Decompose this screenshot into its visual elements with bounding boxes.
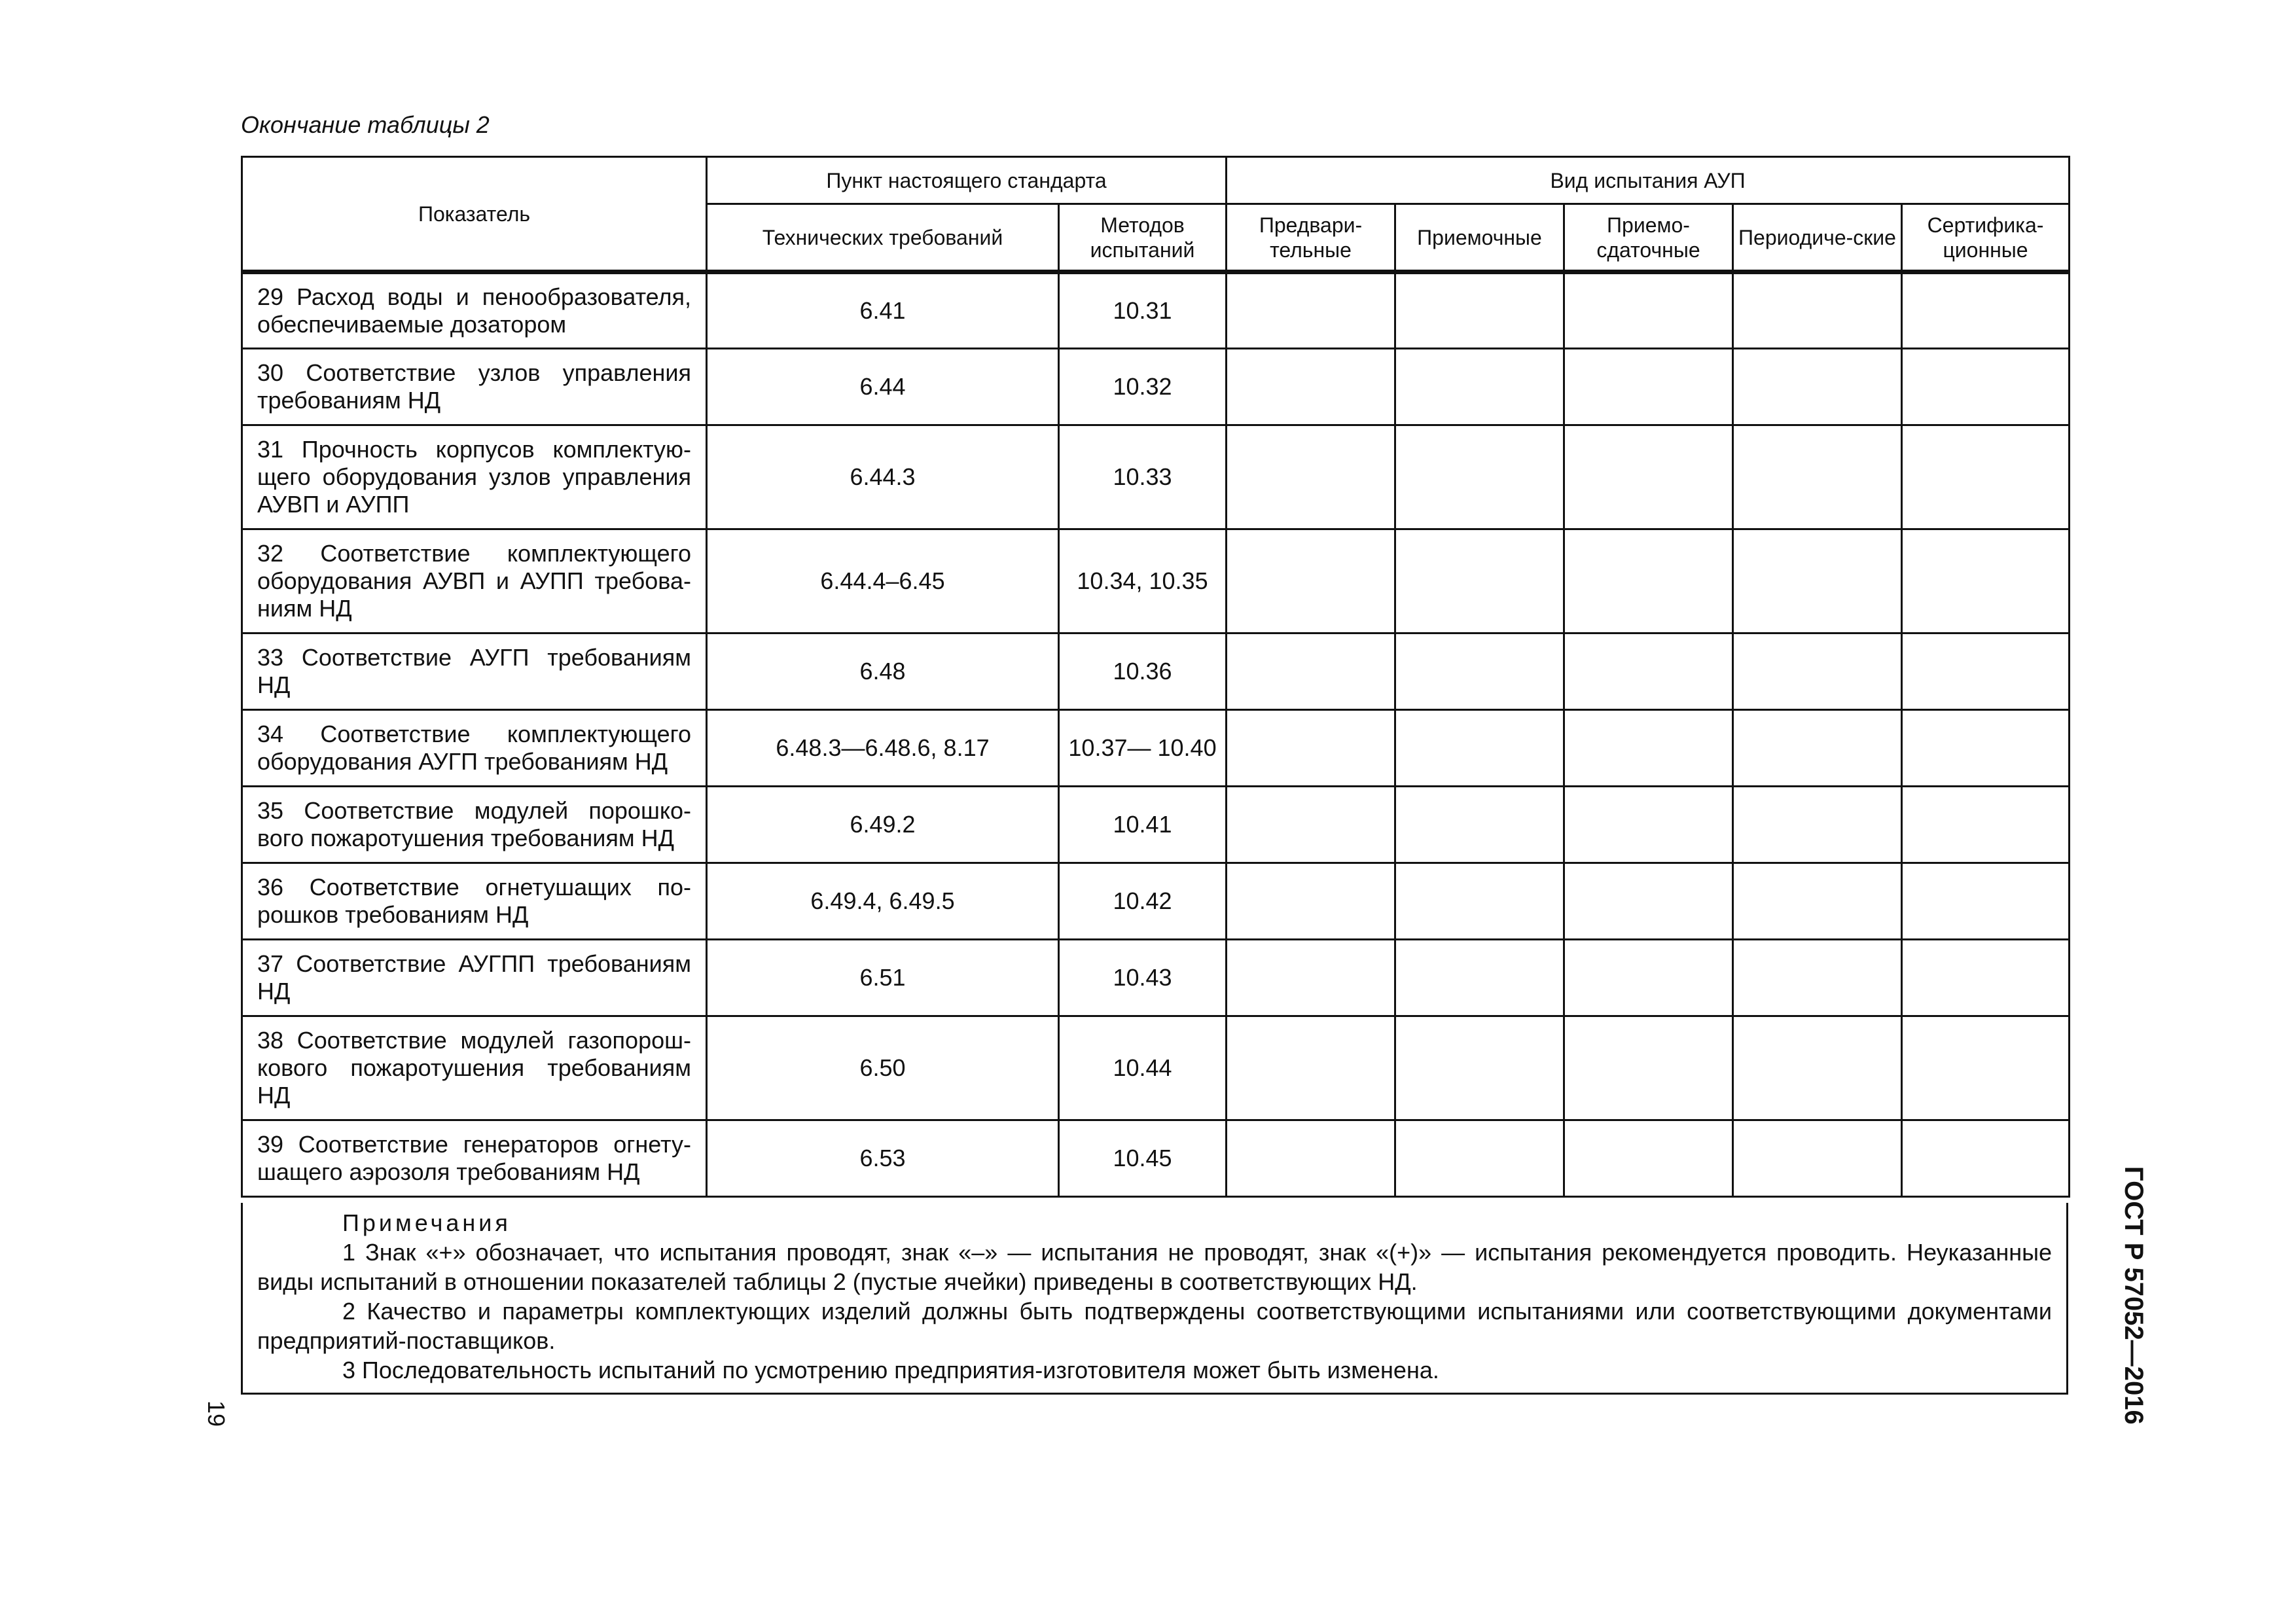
- empty-cell: [1395, 710, 1564, 787]
- tech-req-cell: 6.48.3—6.48.6, 8.17: [707, 710, 1059, 787]
- header-test-type: Приемочные: [1395, 204, 1564, 272]
- empty-cell: [1395, 272, 1564, 349]
- tech-req-cell: 6.49.4, 6.49.5: [707, 863, 1059, 940]
- empty-cell: [1902, 272, 2070, 349]
- tech-req-cell: 6.48: [707, 633, 1059, 710]
- empty-cell: [1395, 787, 1564, 863]
- empty-cell: [1733, 529, 1902, 633]
- method-cell: 10.32: [1059, 349, 1227, 425]
- empty-cell: [1902, 425, 2070, 529]
- test-table: [241, 156, 2070, 1198]
- method-cell: 10.41: [1059, 787, 1227, 863]
- empty-cell: [1227, 425, 1395, 529]
- indicator-cell: 36 Соответствие огнетушащих по-рошков требованиям НД: [242, 863, 707, 940]
- header-test-type: Сертифика-ционные: [1902, 204, 2070, 272]
- tech-req-cell: 6.44.3: [707, 425, 1059, 529]
- method-cell: 10.43: [1059, 940, 1227, 1016]
- method-cell: 10.44: [1059, 1016, 1227, 1120]
- table-row: [242, 349, 2070, 425]
- method-cell: 10.37— 10.40: [1059, 710, 1227, 787]
- empty-cell: [1733, 633, 1902, 710]
- header-test-type: Периодиче-ские: [1733, 204, 1902, 272]
- indicator-cell: 37 Соответствие АУГПП требованиям НД: [242, 940, 707, 1016]
- empty-cell: [1395, 940, 1564, 1016]
- table-row: [242, 272, 2070, 349]
- note-item: 1 Знак «+» обозначает, что испытания проводят, знак «–» — испытания не проводят, знак «(+)» — испытания рекомендуется проводить. Неуказанные виды испытаний в отношении показателей таблицы 2 (пустые ячейки) приведены в соответствующих НД.: [257, 1239, 2052, 1295]
- empty-cell: [1902, 349, 2070, 425]
- empty-cell: [1564, 787, 1733, 863]
- method-cell: 10.36: [1059, 633, 1227, 710]
- indicator-cell: 38 Соответствие модулей газопорош-кового пожаротушения требованиям НД: [242, 1016, 707, 1120]
- table-row: [242, 863, 2070, 940]
- notes-block: [241, 1203, 2068, 1395]
- tech-req-cell: 6.53: [707, 1120, 1059, 1197]
- empty-cell: [1227, 633, 1395, 710]
- empty-cell: [1564, 1120, 1733, 1197]
- method-cell: 10.31: [1059, 272, 1227, 349]
- notes-title: Примечания: [342, 1209, 511, 1236]
- note-item: 2 Качество и параметры комплектующих изделий должны быть подтверждены соответствующими испытаниями или соответствующими документами предприятий-поставщиков.: [257, 1298, 2052, 1354]
- empty-cell: [1902, 710, 2070, 787]
- indicator-cell: 30 Соответствие узлов управления требованиям НД: [242, 349, 707, 425]
- method-cell: 10.34, 10.35: [1059, 529, 1227, 633]
- method-cell: 10.45: [1059, 1120, 1227, 1197]
- empty-cell: [1564, 529, 1733, 633]
- empty-cell: [1395, 425, 1564, 529]
- empty-cell: [1564, 710, 1733, 787]
- empty-cell: [1227, 863, 1395, 940]
- table-row: [242, 1120, 2070, 1197]
- indicator-cell: 32 Соответствие комплектующего оборудования АУВП и АУПП требова-ниям НД: [242, 529, 707, 633]
- empty-cell: [1395, 349, 1564, 425]
- header-test-type: Приемо-сдаточные: [1564, 204, 1733, 272]
- tech-req-cell: 6.44.4–6.45: [707, 529, 1059, 633]
- page-number: 19: [203, 1400, 230, 1427]
- indicator-cell: 33 Соответствие АУГП требованиям НД: [242, 633, 707, 710]
- table-row: [242, 1016, 2070, 1120]
- table-row: [242, 425, 2070, 529]
- empty-cell: [1902, 529, 2070, 633]
- empty-cell: [1733, 863, 1902, 940]
- empty-cell: [1564, 633, 1733, 710]
- empty-cell: [1395, 529, 1564, 633]
- empty-cell: [1902, 633, 2070, 710]
- indicator-cell: 35 Соответствие модулей порошко-вого пожаротушения требованиям НД: [242, 787, 707, 863]
- header-methods: Методов испытаний: [1059, 204, 1227, 272]
- empty-cell: [1227, 1016, 1395, 1120]
- indicator-cell: 31 Прочность корпусов комплектую-щего оборудования узлов управления АУВП и АУПП: [242, 425, 707, 529]
- tech-req-cell: 6.50: [707, 1016, 1059, 1120]
- empty-cell: [1733, 940, 1902, 1016]
- empty-cell: [1902, 1016, 2070, 1120]
- empty-cell: [1733, 1120, 1902, 1197]
- tech-req-cell: 6.49.2: [707, 787, 1059, 863]
- empty-cell: [1564, 1016, 1733, 1120]
- table-row: [242, 633, 2070, 710]
- empty-cell: [1733, 272, 1902, 349]
- empty-cell: [1227, 940, 1395, 1016]
- method-cell: 10.42: [1059, 863, 1227, 940]
- tech-req-cell: 6.51: [707, 940, 1059, 1016]
- indicator-cell: 34 Соответствие комплектующего оборудования АУГП требованиям НД: [242, 710, 707, 787]
- empty-cell: [1733, 710, 1902, 787]
- empty-cell: [1227, 272, 1395, 349]
- empty-cell: [1733, 349, 1902, 425]
- header-tech-req: Технических требований: [707, 204, 1059, 272]
- empty-cell: [1733, 787, 1902, 863]
- empty-cell: [1395, 1016, 1564, 1120]
- empty-cell: [1564, 940, 1733, 1016]
- header-test-type-group: Вид испытания АУП: [1227, 157, 2070, 204]
- empty-cell: [1902, 863, 2070, 940]
- table-caption: Окончание таблицы 2: [241, 111, 490, 138]
- empty-cell: [1902, 940, 2070, 1016]
- header-indicator: Показатель: [242, 157, 707, 272]
- header-clause-group: Пункт настоящего стандарта: [707, 157, 1227, 204]
- standard-id: ГОСТ Р 57052—2016: [2119, 1166, 2148, 1425]
- empty-cell: [1395, 633, 1564, 710]
- header-test-type: Предвари-тельные: [1227, 204, 1395, 272]
- empty-cell: [1564, 425, 1733, 529]
- empty-cell: [1227, 787, 1395, 863]
- empty-cell: [1227, 1120, 1395, 1197]
- table-row: [242, 529, 2070, 633]
- indicator-cell: 29 Расход воды и пенообразователя, обеспечиваемые дозатором: [242, 272, 707, 349]
- empty-cell: [1902, 1120, 2070, 1197]
- empty-cell: [1902, 787, 2070, 863]
- empty-cell: [1227, 529, 1395, 633]
- empty-cell: [1564, 349, 1733, 425]
- tech-req-cell: 6.41: [707, 272, 1059, 349]
- note-item: 3 Последовательность испытаний по усмотрению предприятия-изготовителя может быть изменена.: [342, 1357, 1439, 1383]
- empty-cell: [1733, 425, 1902, 529]
- table-row: [242, 940, 2070, 1016]
- table-row: [242, 710, 2070, 787]
- method-cell: 10.33: [1059, 425, 1227, 529]
- indicator-cell: 39 Соответствие генераторов огнету-шащего аэрозоля требованиям НД: [242, 1120, 707, 1197]
- empty-cell: [1227, 710, 1395, 787]
- empty-cell: [1733, 1016, 1902, 1120]
- empty-cell: [1227, 349, 1395, 425]
- table-row: [242, 787, 2070, 863]
- empty-cell: [1564, 272, 1733, 349]
- empty-cell: [1395, 863, 1564, 940]
- empty-cell: [1564, 863, 1733, 940]
- tech-req-cell: 6.44: [707, 349, 1059, 425]
- empty-cell: [1395, 1120, 1564, 1197]
